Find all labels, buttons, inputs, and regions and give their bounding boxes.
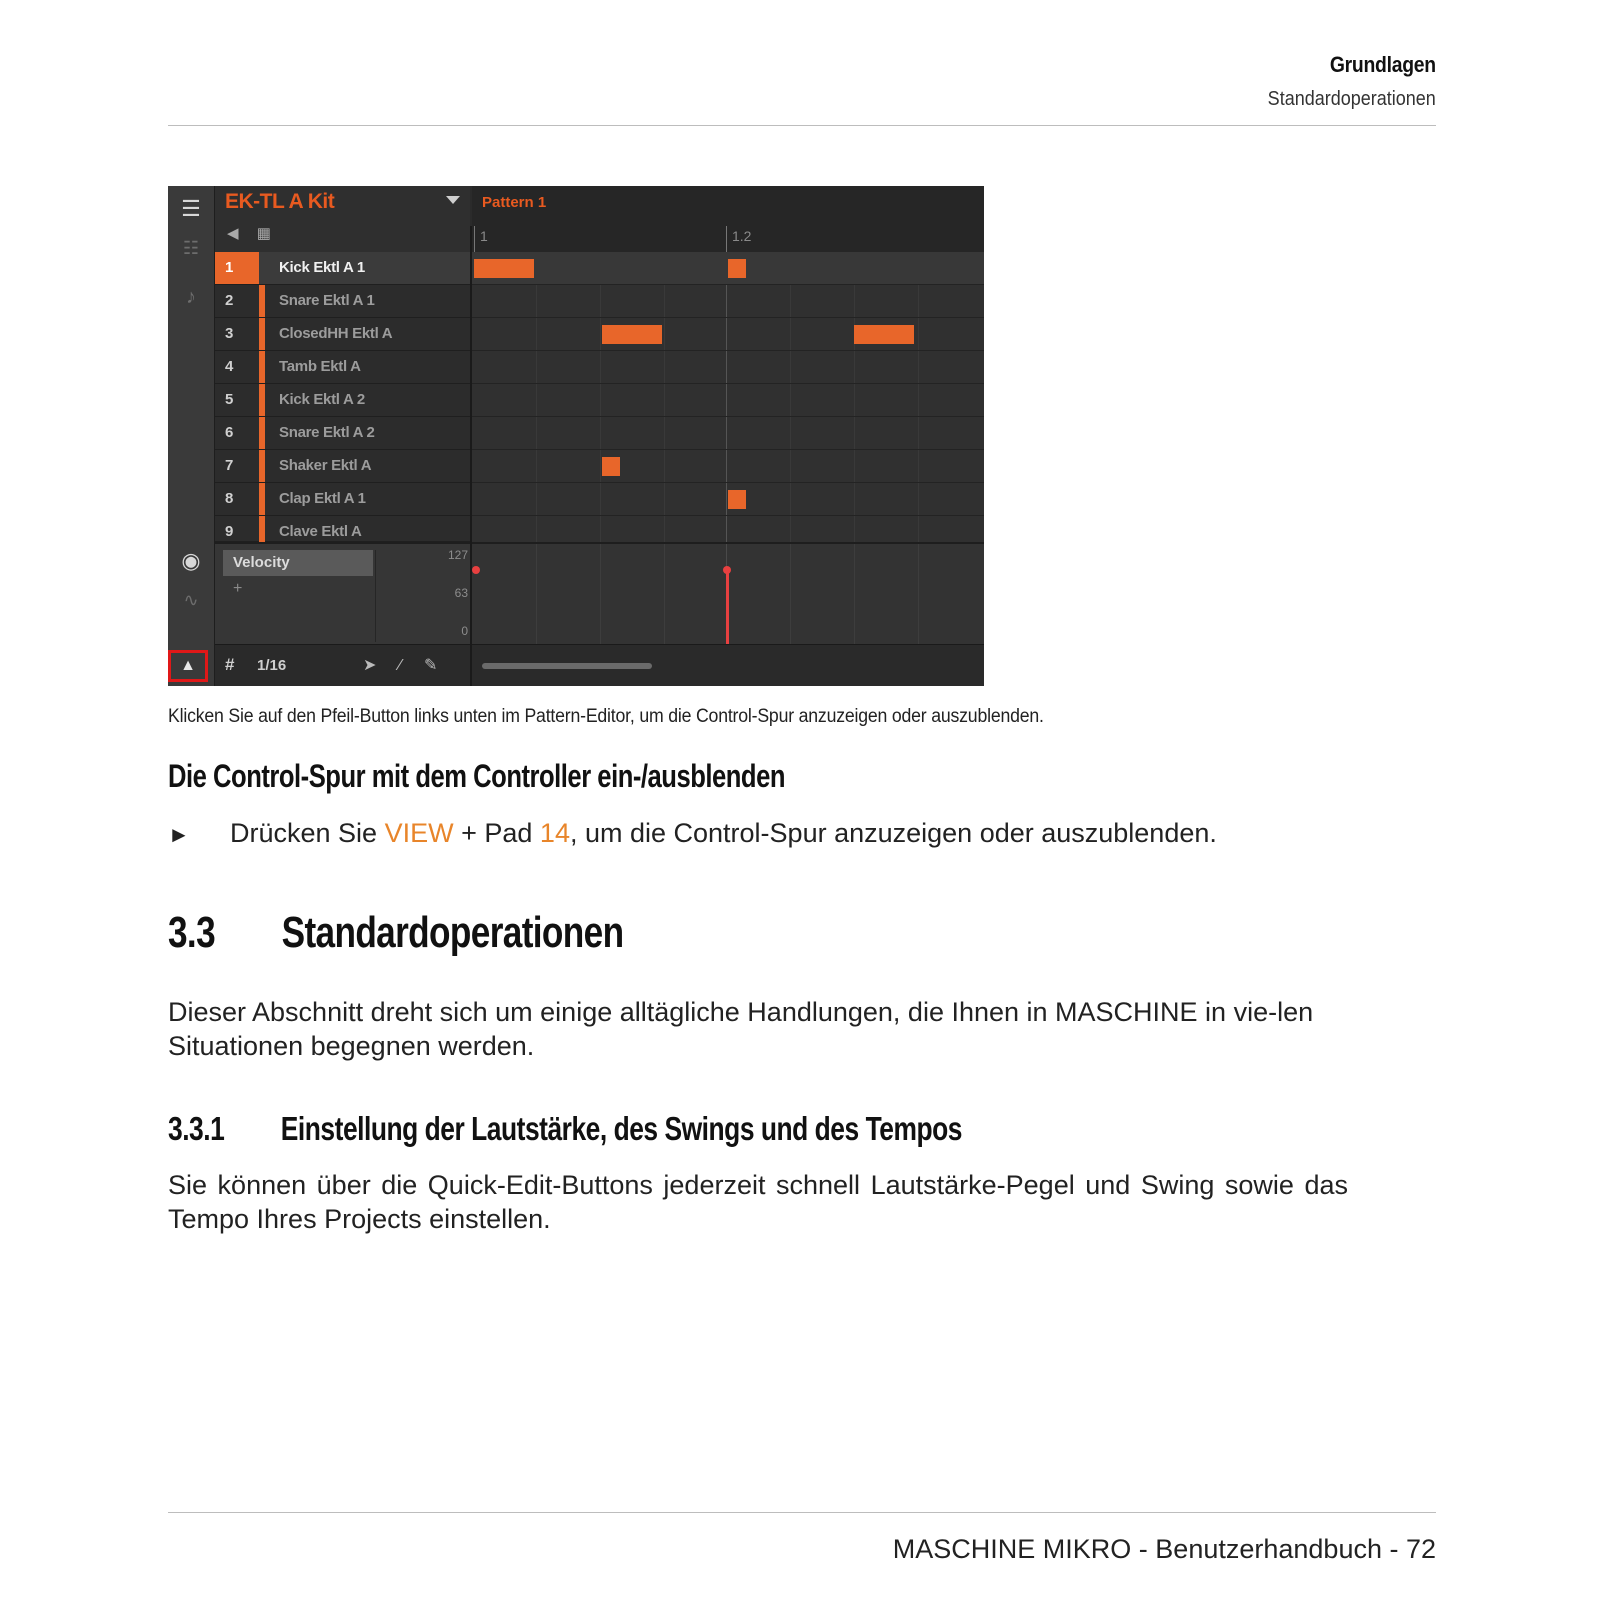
select-tool-icon[interactable]: ➤	[363, 657, 377, 674]
sound-number: 1	[215, 252, 259, 284]
sound-color-stripe	[259, 384, 265, 416]
sound-color-stripe	[259, 450, 265, 482]
sound-row[interactable]	[215, 483, 470, 516]
grid-line	[536, 544, 537, 644]
figure-caption: Klicken Sie auf den Pfeil-Button links unten im Pattern-Editor, um die Control-Spur anzuzeigen oder auszublenden.	[168, 706, 1044, 727]
sound-name: Tamb Ektl A	[279, 358, 361, 375]
edit-tools	[363, 655, 455, 675]
automation-icon: ∿	[183, 590, 199, 610]
left-toolbar	[168, 186, 215, 686]
control-lane-toggle-button[interactable]: ▲	[168, 650, 208, 682]
keyboard-icon: ☷	[182, 238, 200, 258]
grid-row	[472, 384, 984, 417]
note-event[interactable]	[602, 457, 620, 476]
speaker-icon[interactable]: ◀	[227, 225, 239, 242]
sound-number: 4	[225, 358, 234, 375]
sound-number: 6	[225, 424, 234, 441]
sound-number: 9	[225, 523, 234, 540]
sound-name: Clap Ektl A 1	[279, 490, 366, 507]
sound-name: Clave Ektl A	[279, 523, 362, 540]
grid-line	[600, 544, 601, 644]
section-heading-title: Standardoperationen	[281, 908, 624, 957]
sound-row[interactable]	[215, 351, 470, 384]
chevron-down-icon[interactable]	[446, 196, 460, 204]
page-footer: MASCHINE MIKRO - Benutzerhandbuch - 72	[892, 1534, 1436, 1564]
chapter-title: Grundlagen	[1330, 52, 1436, 77]
kit-header	[215, 186, 470, 252]
sound-number: 2	[225, 292, 234, 309]
sound-name: Kick Ektl A 1	[279, 259, 365, 276]
scale-max: 127	[447, 548, 468, 562]
step-size[interactable]: 1/16	[257, 657, 287, 674]
sound-color-stripe	[259, 483, 265, 515]
sound-row[interactable]	[215, 252, 470, 285]
kit-name[interactable]: EK-TL A Kit	[225, 190, 335, 213]
control-lane-label[interactable]: Velocity	[223, 550, 373, 576]
note-event[interactable]	[474, 259, 534, 278]
subsection-heading	[168, 1110, 962, 1148]
scale-mid: 63	[454, 586, 468, 600]
grid-row	[472, 285, 984, 318]
sound-row[interactable]	[215, 450, 470, 483]
pattern-icon: ♪	[186, 286, 196, 308]
velocity-grid[interactable]	[472, 544, 984, 644]
subsection-number: 3.3.1	[168, 1110, 225, 1147]
sound-row[interactable]	[215, 318, 470, 351]
sound-color-stripe	[259, 351, 265, 383]
note-event[interactable]	[728, 259, 746, 278]
sound-color-stripe	[259, 417, 265, 449]
sound-name: Snare Ektl A 1	[279, 292, 375, 309]
sound-color-stripe	[259, 318, 265, 350]
sound-name: Snare Ektl A 2	[279, 424, 375, 441]
note-event[interactable]	[728, 490, 746, 509]
sound-row[interactable]	[215, 384, 470, 417]
ruler-marker	[726, 226, 727, 252]
velocity-bar[interactable]	[726, 570, 729, 644]
grid-row	[472, 417, 984, 450]
subheading-controller: Die Control-Spur mit dem Controller ein-/ausblenden	[168, 758, 785, 794]
kit-tools	[227, 224, 285, 242]
key-view: VIEW	[384, 818, 454, 848]
grid-row	[472, 351, 984, 384]
ruler-label: 1.2	[732, 228, 752, 244]
sound-row[interactable]	[215, 285, 470, 318]
sound-name: ClosedHH Ektl A	[279, 325, 393, 342]
bullet-text-pre: Drücken Sie	[230, 818, 385, 848]
note-event[interactable]	[602, 325, 662, 344]
note-event[interactable]	[854, 325, 914, 344]
sound-row[interactable]	[215, 417, 470, 450]
grid-line	[790, 544, 791, 644]
column-divider	[470, 226, 472, 686]
grid-line	[918, 544, 919, 644]
knob-icon: ◉	[181, 548, 201, 573]
grid-line	[854, 544, 855, 644]
header-rule	[168, 125, 1436, 126]
pattern-editor-screenshot	[168, 186, 984, 686]
list-icon: ☰	[181, 196, 201, 221]
horizontal-scrollbar[interactable]	[482, 663, 652, 669]
section-number: 3.3	[168, 908, 216, 957]
pencil-tool-icon[interactable]: ✎	[423, 657, 438, 674]
sound-number: 7	[225, 457, 234, 474]
ruler-marker	[474, 226, 475, 252]
sound-color-stripe	[259, 285, 265, 317]
velocity-handle[interactable]	[723, 566, 731, 574]
scale-min: 0	[461, 624, 468, 638]
velocity-handle[interactable]	[472, 566, 480, 574]
step-grid[interactable]	[472, 252, 984, 542]
bullet-text-mid: + Pad	[453, 818, 540, 848]
running-header	[1249, 52, 1436, 111]
control-lane	[215, 542, 984, 644]
grid-icon[interactable]: ▦	[256, 225, 271, 242]
pattern-header	[472, 186, 984, 252]
section-heading	[168, 908, 623, 958]
ruler-label: 1	[480, 228, 488, 244]
pattern-name[interactable]: Pattern 1	[482, 194, 547, 211]
sound-name: Shaker Ektl A	[279, 457, 372, 474]
grid-symbol[interactable]: #	[225, 655, 235, 674]
bullet-marker: ►	[168, 822, 190, 847]
subsection-title: Einstellung der Lautstärke, des Swings und des Tempos	[280, 1110, 962, 1147]
editor-bottom-bar	[215, 644, 984, 686]
sound-number: 3	[225, 325, 234, 342]
section-paragraph: Dieser Abschnitt dreht sich um einige alltägliche Handlungen, die Ihnen in MASCHINE in vie-len Situationen begegnen werden.	[168, 997, 1314, 1061]
key-pad-number: 14	[539, 818, 570, 848]
grid-line	[664, 544, 665, 644]
instruction-bullet	[168, 818, 1217, 849]
footer-rule	[168, 1512, 1436, 1513]
draw-tool-icon[interactable]: ⁄	[398, 657, 402, 674]
section-title: Standardoperationen	[1267, 88, 1436, 110]
subsection-paragraph: Sie können über die Quick-Edit-Buttons jederzeit schnell Lautstärke-Pegel und Swing sowie das Tempo Ihres Projects einstellen.	[168, 1170, 1348, 1234]
grid-row	[472, 450, 984, 483]
add-parameter-button[interactable]: +	[233, 580, 243, 597]
sound-number: 8	[225, 490, 234, 507]
bullet-text-post: , um die Control-Spur anzuzeigen oder auszublenden.	[569, 818, 1217, 848]
sound-row[interactable]	[215, 516, 470, 542]
sound-name: Kick Ektl A 2	[279, 391, 365, 408]
lane-separator	[375, 550, 376, 642]
sound-number: 5	[225, 391, 234, 408]
